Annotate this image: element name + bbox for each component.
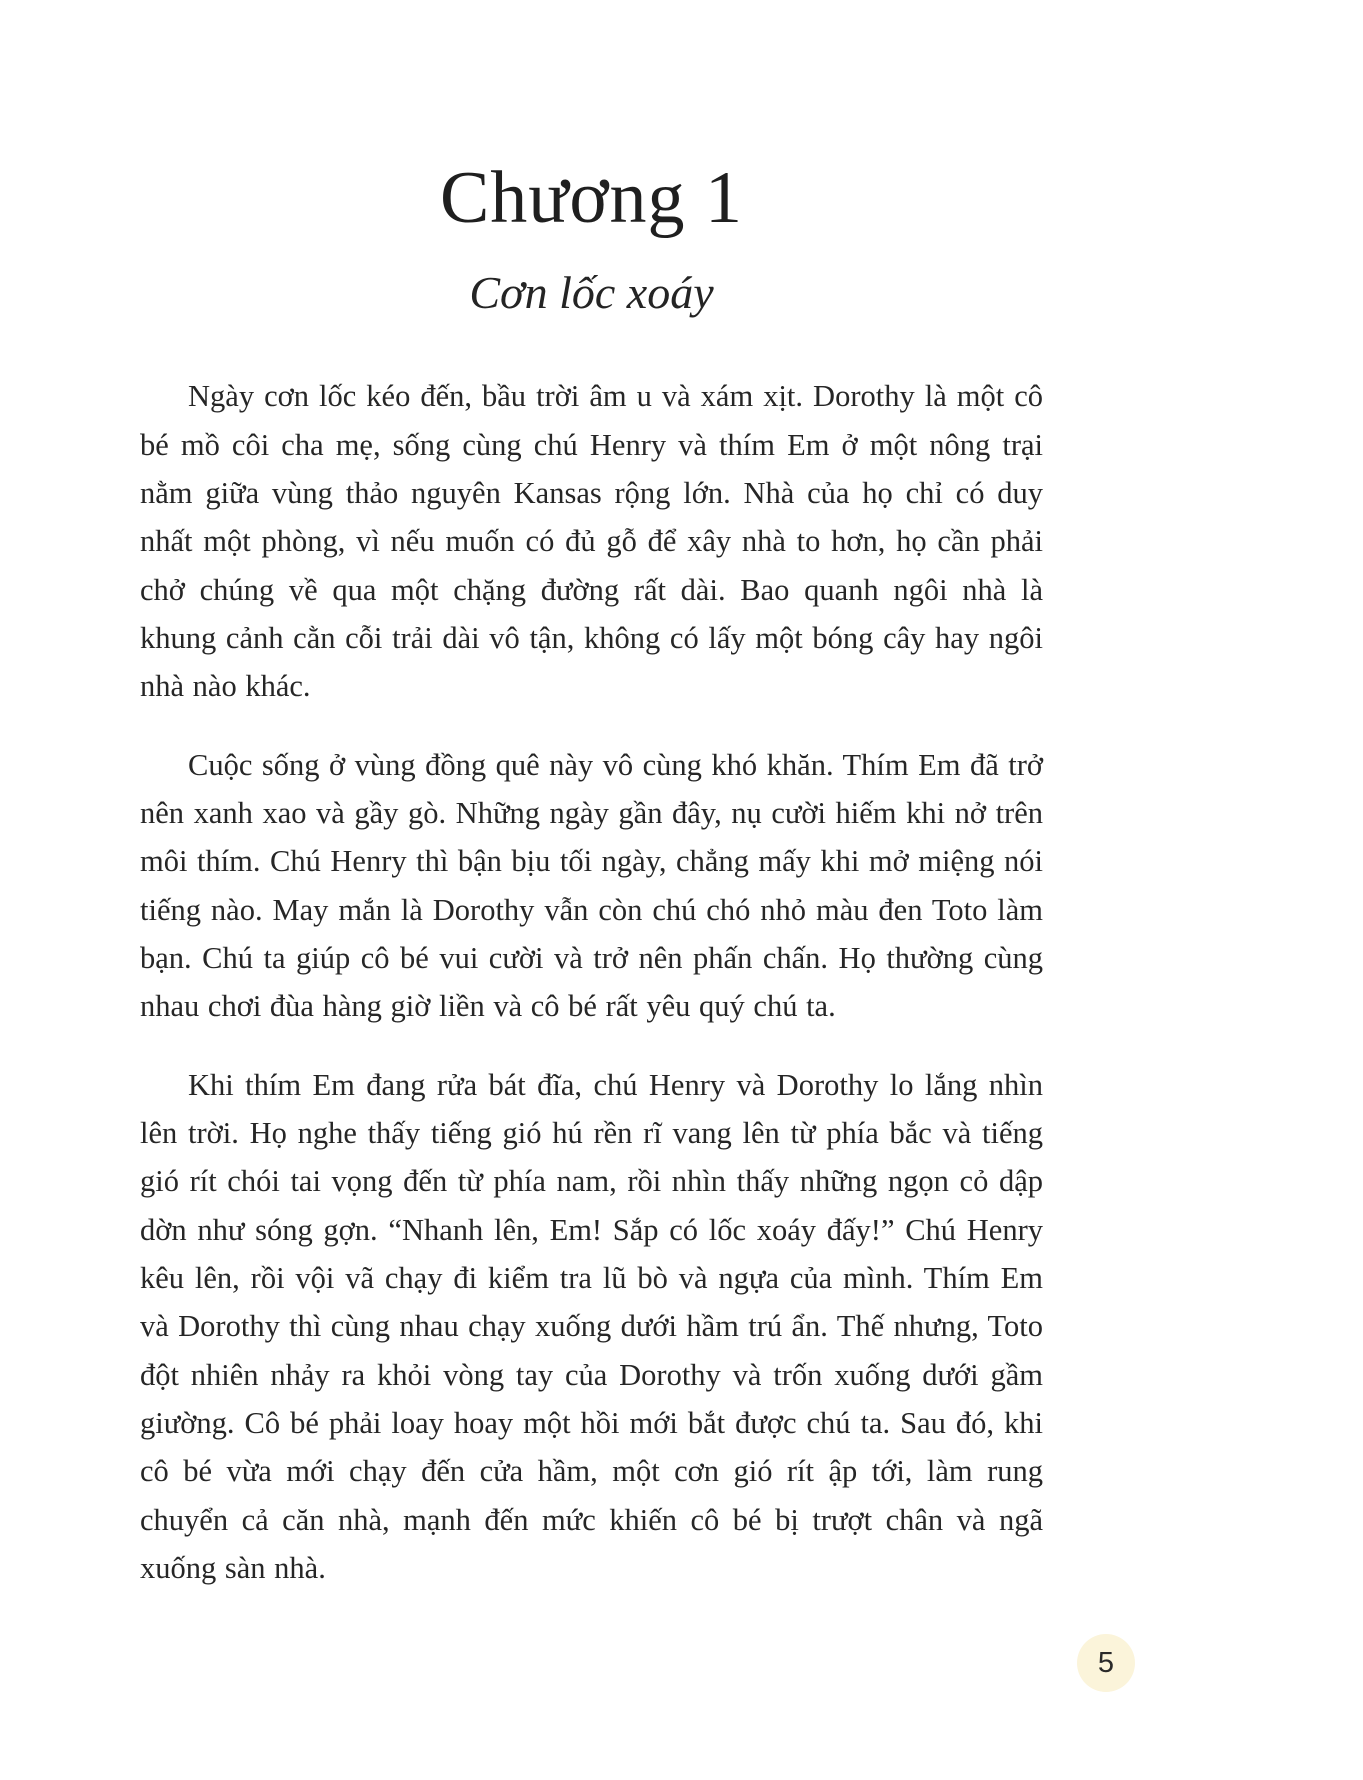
paragraph: Khi thím Em đang rửa bát đĩa, chú Henry và Dorothy lo lắng nhìn lên trời. Họ nghe thấy tiếng gió hú rền rĩ vang lên từ phía bắc và tiếng gió rít chói tai vọng đến từ phía nam, rồi nhìn thấy những ngọn cỏ dập dờn như sóng gợn. “Nhanh lên, Em! Sắp có lốc xoáy đấy!” Chú Henry kêu lên, rồi vội vã chạy đi kiểm tra lũ bò và ngựa của mình. Thím Em và Dorothy thì cùng nhau chạy xuống dưới hầm trú ẩn. Thế nhưng, Toto đột nhiên nhảy ra khỏi vòng tay của Dorothy và trốn xuống dưới gầm giường. Cô bé phải loay hoay một hồi mới bắt được chú ta. Sau đó, khi cô bé vừa mới chạy đến cửa hầm, một cơn gió rít ập tới, làm rung chuyển cả căn nhà, mạnh đến mức khiến cô bé bị trượt chân và ngã xuống sàn nhà. xyxy=(140,1067,1043,1585)
page-number: 5 xyxy=(1097,1646,1115,1679)
page-content xyxy=(140,0,1043,1622)
body-text xyxy=(140,372,1043,1592)
page-number-badge xyxy=(1077,1634,1135,1692)
chapter-subtitle: Cơn lốc xoáy xyxy=(469,267,714,319)
paragraph: Ngày cơn lốc kéo đến, bầu trời âm u và xám xịt. Dorothy là một cô bé mồ côi cha mẹ, sống cùng chú Henry và thím Em ở một nông trại nằm giữa vùng thảo nguyên Kansas rộng lớn. Nhà của họ chỉ có duy nhất một phòng, vì nếu muốn có đủ gỗ để xây nhà to hơn, họ cần phải chở chúng về qua một chặng đường rất dài. Bao quanh ngôi nhà là khung cảnh cằn cỗi trải dài vô tận, không có lấy một bóng cây hay ngôi nhà nào khác. xyxy=(140,379,1043,704)
chapter-title: Chương 1 xyxy=(439,157,744,239)
paragraph: Cuộc sống ở vùng đồng quê này vô cùng khó khăn. Thím Em đã trở nên xanh xao và gầy gò. Những ngày gần đây, nụ cười hiếm khi nở trên môi thím. Chú Henry thì bận bịu tối ngày, chẳng mấy khi mở miệng nói tiếng nào. May mắn là Dorothy vẫn còn chú chó nhỏ màu đen Toto làm bạn. Chú ta giúp cô bé vui cười và trở nên phấn chấn. Họ thường cùng nhau chơi đùa hàng giờ liền và cô bé rất yêu quý chú ta. xyxy=(140,747,1043,1024)
